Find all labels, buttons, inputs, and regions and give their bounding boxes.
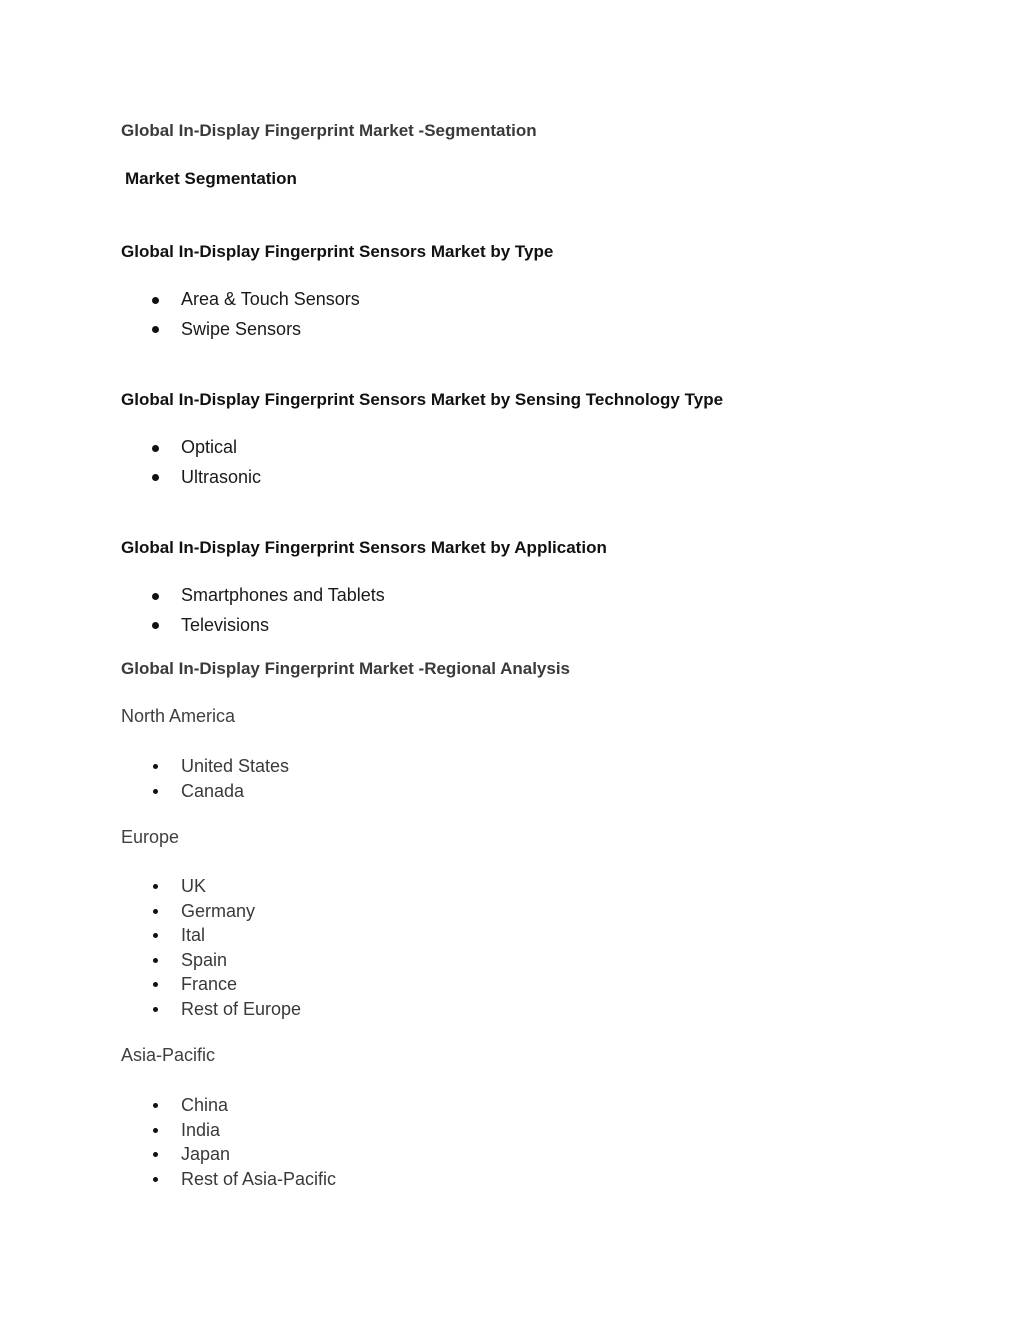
- list-item: United States: [121, 754, 289, 779]
- bullet-icon: [153, 789, 158, 794]
- north-america-list: [121, 754, 289, 803]
- bullet-icon: [153, 1177, 158, 1182]
- list-item: Rest of Asia-Pacific: [121, 1167, 336, 1192]
- bullet-icon: [153, 1007, 158, 1012]
- list-item: Rest of Europe: [121, 997, 301, 1022]
- bullet-icon: [153, 884, 158, 889]
- bullet-icon: [152, 474, 159, 481]
- by-type-heading: Global In-Display Fingerprint Sensors Market by Type: [121, 242, 554, 261]
- bullet-icon: [153, 909, 158, 914]
- europe-list: [121, 874, 301, 1021]
- list-item: Televisions: [121, 611, 385, 641]
- type-list: [121, 285, 360, 344]
- list-item: Spain: [121, 948, 301, 973]
- bullet-icon: [152, 297, 159, 304]
- bullet-icon: [153, 764, 158, 769]
- bullet-icon: [152, 326, 159, 333]
- list-item: Smartphones and Tablets: [121, 581, 385, 611]
- regional-title: Global In-Display Fingerprint Market -Regional Analysis: [121, 659, 571, 678]
- by-sensing-heading: Global In-Display Fingerprint Sensors Market by Sensing Technology Type: [121, 390, 724, 409]
- region-north-america: North America: [121, 706, 236, 726]
- list-item: Swipe Sensors: [121, 315, 360, 345]
- bullet-icon: [153, 933, 158, 938]
- list-item: Canada: [121, 779, 289, 804]
- list-item: France: [121, 972, 301, 997]
- bullet-icon: [153, 958, 158, 963]
- list-item: Optical: [121, 433, 261, 463]
- bullet-icon: [153, 982, 158, 987]
- sensing-list: [121, 433, 261, 492]
- list-item: China: [121, 1093, 336, 1118]
- by-application-heading: Global In-Display Fingerprint Sensors Market by Application: [121, 538, 607, 557]
- list-item: Germany: [121, 899, 301, 924]
- bullet-icon: [153, 1152, 158, 1157]
- application-list: [121, 581, 385, 640]
- bullet-icon: [152, 622, 159, 629]
- bullet-icon: [152, 445, 159, 452]
- list-item: Ital: [121, 923, 301, 948]
- region-europe: Europe: [121, 827, 180, 847]
- bullet-icon: [153, 1128, 158, 1133]
- list-item: Area & Touch Sensors: [121, 285, 360, 315]
- list-item: India: [121, 1118, 336, 1143]
- list-item: Japan: [121, 1142, 336, 1167]
- list-item: UK: [121, 874, 301, 899]
- bullet-icon: [152, 593, 159, 600]
- asia-pacific-list: [121, 1093, 336, 1191]
- segmentation-title: Global In-Display Fingerprint Market -Segmentation: [121, 121, 537, 140]
- region-asia-pacific: Asia-Pacific: [121, 1045, 216, 1065]
- market-segmentation-heading: Market Segmentation: [125, 169, 297, 188]
- list-item: Ultrasonic: [121, 463, 261, 493]
- bullet-icon: [153, 1103, 158, 1108]
